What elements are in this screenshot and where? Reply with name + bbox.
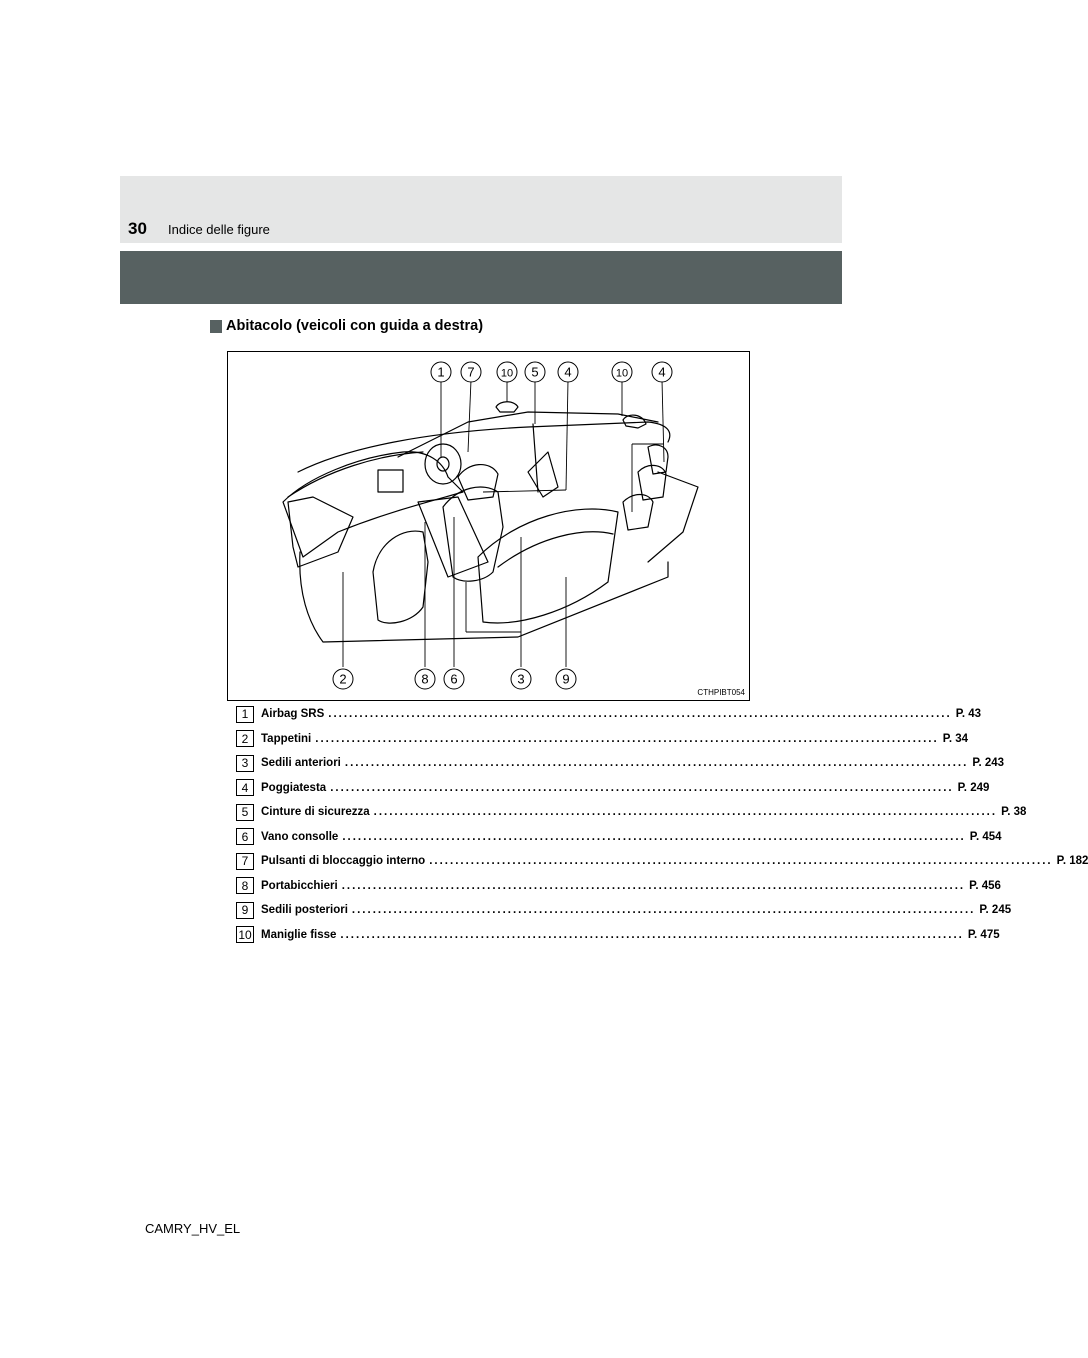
- page-number: 30: [128, 219, 147, 238]
- header-band: [120, 176, 842, 243]
- legend-leader-dots: ........................................................................................................................: [351, 904, 976, 917]
- legend-number: 5: [236, 804, 254, 821]
- center-display: [378, 470, 403, 492]
- legend-number: 4: [236, 779, 254, 796]
- car-interior-illustration: [228, 352, 751, 702]
- floor-outline: [300, 552, 668, 642]
- legend-number: 2: [236, 730, 254, 747]
- legend-leader-dots: ........................................................................................................................: [344, 757, 969, 770]
- legend-item: [236, 800, 1027, 825]
- legend-number: 10: [236, 926, 254, 943]
- bottom-callout-label-6: 6: [450, 671, 458, 687]
- legend-leader-dots: ........................................................................................................................: [330, 781, 954, 794]
- top-callout-label-4: 4: [658, 364, 666, 380]
- legend-number: 7: [236, 853, 254, 870]
- top-callout-label-1: 1: [437, 364, 445, 380]
- top-callout-label-5: 5: [531, 364, 539, 380]
- bottom-callout-label-8: 8: [421, 671, 429, 687]
- top-callout-label-4: 4: [564, 364, 572, 380]
- legend-label: Cinture di sicurezza: [261, 806, 370, 819]
- legend-page-ref[interactable]: P. 456: [969, 879, 1001, 892]
- bottom-callout-label-9: 9: [562, 671, 570, 687]
- legend-label: Tappetini: [261, 732, 312, 745]
- legend-leader-dots: ........................................................................................................................: [342, 830, 966, 843]
- steering-wheel: [425, 444, 461, 484]
- model-code: CAMRY_HV_EL: [145, 1221, 241, 1236]
- legend-page-ref[interactable]: P. 249: [957, 781, 990, 794]
- legend-page-ref[interactable]: P. 38: [1001, 806, 1027, 819]
- legend-number: 9: [236, 902, 254, 919]
- legend-leader-dots: ........................................................................................................................: [429, 855, 1053, 868]
- top-callout-label-7: 7: [467, 364, 475, 380]
- figure-code: CTHPIBT054: [697, 688, 745, 697]
- legend-item: [236, 849, 1088, 874]
- legend-page-ref[interactable]: P. 34: [942, 732, 969, 745]
- legend-leader-dots: ........................................................................................................................: [340, 928, 964, 941]
- bottom-callout-label-2: 2: [339, 671, 347, 687]
- legend-label: Portabicchieri: [261, 879, 338, 892]
- legend-page-ref[interactable]: P. 475: [967, 928, 1000, 941]
- legend-number: 1: [236, 706, 254, 723]
- legend-label: Sedili posteriori: [261, 904, 348, 917]
- subheading: [210, 318, 483, 334]
- center-console: [418, 497, 488, 577]
- dashboard-outline: [283, 452, 463, 557]
- legend-label: Poggiatesta: [261, 781, 327, 794]
- section-title: Indice delle figure: [168, 222, 270, 237]
- legend-number: 3: [236, 755, 254, 772]
- subheading-text: Abitacolo (veicoli con guida a destra): [226, 318, 484, 334]
- legend-item: [236, 727, 969, 752]
- legend-page-ref[interactable]: P. 43: [955, 708, 982, 721]
- rear-headrest-1: [623, 495, 653, 531]
- front-seat-left: [373, 531, 428, 623]
- legend-item: [236, 702, 982, 727]
- legend-item: [236, 874, 1001, 899]
- legend-item: [236, 923, 1000, 948]
- top-callout-label-10: 10: [500, 367, 514, 380]
- legend-label: Airbag SRS: [261, 708, 325, 721]
- legend-page-ref[interactable]: P. 243: [972, 757, 1005, 770]
- legend-label: Maniglie fisse: [261, 928, 337, 941]
- legend-item: [236, 898, 1012, 923]
- legend-item: [236, 776, 990, 801]
- legend-page-ref[interactable]: P. 182: [1056, 855, 1088, 868]
- legend-page-ref[interactable]: P. 245: [979, 904, 1012, 917]
- legend-label: Pulsanti di bloccaggio interno: [261, 855, 426, 868]
- legend-number: 6: [236, 828, 254, 845]
- square-bullet-icon: [210, 320, 222, 333]
- callouts-bottom: [333, 669, 576, 689]
- legend-item: [236, 751, 1005, 776]
- legend-page-ref[interactable]: P. 454: [969, 830, 1002, 843]
- legend-leader-dots: ........................................................................................................................: [341, 879, 966, 892]
- callouts-top: [431, 362, 672, 382]
- left-door-panel: [288, 497, 353, 567]
- legend-label: Vano consolle: [261, 830, 339, 843]
- grab-handle-front: [496, 402, 518, 412]
- legend-label: Sedili anteriori: [261, 757, 341, 770]
- headrest-left: [458, 465, 498, 500]
- bottom-callout-label-3: 3: [517, 671, 525, 687]
- legend-leader-dots: ........................................................................................................................: [373, 806, 998, 819]
- legend-number: 8: [236, 877, 254, 894]
- top-callout-label-10: 10: [615, 367, 629, 380]
- legend-leader-dots: ........................................................................................................................: [315, 732, 939, 745]
- section-band: [120, 251, 842, 304]
- legend-list: [236, 702, 1088, 947]
- legend-leader-dots: ........................................................................................................................: [328, 708, 952, 721]
- legend-item: [236, 825, 1002, 850]
- interior-figure: [227, 351, 750, 701]
